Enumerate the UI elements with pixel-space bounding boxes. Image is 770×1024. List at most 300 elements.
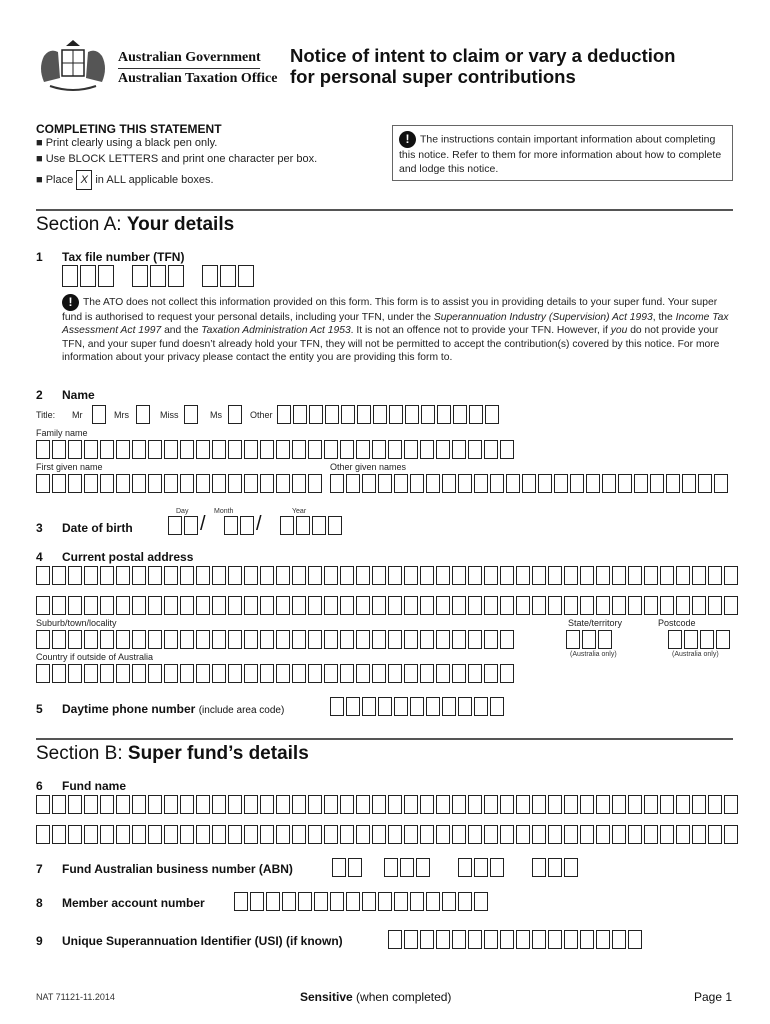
entry-box[interactable] [532,825,546,844]
entry-box[interactable] [330,697,344,716]
entry-box[interactable] [452,566,466,585]
entry-box[interactable] [276,440,290,459]
entry-box[interactable] [280,516,294,535]
entry-box[interactable] [164,440,178,459]
entry-box[interactable] [564,858,578,877]
entry-box[interactable] [628,825,642,844]
tfn-box[interactable] [98,265,114,287]
entry-box[interactable] [52,825,66,844]
entry-box[interactable] [378,892,392,911]
entry-box[interactable] [708,596,722,615]
entry-box[interactable] [394,892,408,911]
entry-box[interactable] [564,930,578,949]
entry-box[interactable] [484,930,498,949]
entry-box[interactable] [292,795,306,814]
tfn-box[interactable] [150,265,166,287]
entry-box[interactable] [84,630,98,649]
entry-box[interactable] [602,474,616,493]
entry-box[interactable] [68,630,82,649]
entry-box[interactable] [180,440,194,459]
entry-box[interactable] [84,566,98,585]
entry-box[interactable] [276,825,290,844]
entry-box[interactable] [660,566,674,585]
entry-box[interactable] [596,825,610,844]
entry-box[interactable] [276,664,290,683]
entry-box[interactable] [410,474,424,493]
entry-box[interactable] [612,566,626,585]
entry-box[interactable] [293,405,307,424]
entry-box[interactable] [132,825,146,844]
entry-box[interactable] [436,930,450,949]
entry-box[interactable] [437,405,451,424]
entry-box[interactable] [348,858,362,877]
entry-box[interactable] [132,440,146,459]
entry-box[interactable] [420,596,434,615]
entry-box[interactable] [388,566,402,585]
entry-box[interactable] [644,825,658,844]
entry-box[interactable] [180,825,194,844]
entry-box[interactable] [148,664,162,683]
entry-box[interactable] [324,566,338,585]
entry-box[interactable] [314,892,328,911]
entry-box[interactable] [356,440,370,459]
title-ms-checkbox[interactable] [228,405,242,424]
entry-box[interactable] [68,664,82,683]
entry-box[interactable] [340,440,354,459]
entry-box[interactable] [548,795,562,814]
entry-box[interactable] [388,664,402,683]
entry-box[interactable] [164,795,178,814]
entry-box[interactable] [308,566,322,585]
entry-box[interactable] [228,440,242,459]
entry-box[interactable] [484,795,498,814]
entry-box[interactable] [500,825,514,844]
entry-box[interactable] [356,825,370,844]
title-mr-checkbox[interactable] [92,405,106,424]
entry-box[interactable] [388,795,402,814]
entry-box[interactable] [580,596,594,615]
entry-box[interactable] [724,825,738,844]
entry-box[interactable] [100,664,114,683]
entry-box[interactable] [436,664,450,683]
entry-box[interactable] [420,795,434,814]
entry-box[interactable] [100,825,114,844]
entry-box[interactable] [372,440,386,459]
entry-box[interactable] [164,474,178,493]
entry-box[interactable] [532,596,546,615]
entry-box[interactable] [660,795,674,814]
entry-box[interactable] [538,474,552,493]
entry-box[interactable] [612,795,626,814]
entry-box[interactable] [644,566,658,585]
entry-box[interactable] [628,596,642,615]
entry-box[interactable] [426,474,440,493]
entry-box[interactable] [650,474,664,493]
entry-box[interactable] [324,596,338,615]
entry-box[interactable] [596,930,610,949]
entry-box[interactable] [564,795,578,814]
entry-box[interactable] [52,795,66,814]
entry-box[interactable] [500,440,514,459]
entry-box[interactable] [668,630,682,649]
entry-box[interactable] [458,892,472,911]
entry-box[interactable] [308,825,322,844]
entry-box[interactable] [442,892,456,911]
entry-box[interactable] [260,474,274,493]
entry-box[interactable] [228,664,242,683]
entry-box[interactable] [442,474,456,493]
entry-box[interactable] [516,596,530,615]
entry-box[interactable] [708,795,722,814]
entry-box[interactable] [332,858,346,877]
entry-box[interactable] [356,566,370,585]
entry-box[interactable] [68,440,82,459]
entry-box[interactable] [372,630,386,649]
entry-box[interactable] [485,405,499,424]
entry-box[interactable] [682,474,696,493]
entry-box[interactable] [148,795,162,814]
entry-box[interactable] [100,630,114,649]
entry-box[interactable] [566,630,580,649]
entry-box[interactable] [570,474,584,493]
entry-box[interactable] [666,474,680,493]
entry-box[interactable] [260,795,274,814]
entry-box[interactable] [628,930,642,949]
tfn-box[interactable] [220,265,236,287]
entry-box[interactable] [250,892,264,911]
entry-box[interactable] [596,596,610,615]
entry-box[interactable] [389,405,403,424]
entry-box[interactable] [676,596,690,615]
entry-box[interactable] [506,474,520,493]
entry-box[interactable] [468,630,482,649]
entry-box[interactable] [228,596,242,615]
entry-box[interactable] [400,858,414,877]
entry-box[interactable] [676,825,690,844]
entry-box[interactable] [373,405,387,424]
entry-box[interactable] [116,664,130,683]
entry-box[interactable] [148,474,162,493]
entry-box[interactable] [164,664,178,683]
entry-box[interactable] [458,858,472,877]
entry-box[interactable] [698,474,712,493]
tfn-box[interactable] [62,265,78,287]
entry-box[interactable] [436,630,450,649]
entry-box[interactable] [240,516,254,535]
entry-box[interactable] [84,825,98,844]
entry-box[interactable] [196,795,210,814]
entry-box[interactable] [548,566,562,585]
entry-box[interactable] [292,630,306,649]
entry-box[interactable] [308,630,322,649]
entry-box[interactable] [244,474,258,493]
entry-box[interactable] [68,474,82,493]
entry-box[interactable] [324,795,338,814]
entry-box[interactable] [228,474,242,493]
entry-box[interactable] [468,664,482,683]
tfn-box[interactable] [132,265,148,287]
entry-box[interactable] [340,566,354,585]
entry-box[interactable] [212,795,226,814]
entry-box[interactable] [116,566,130,585]
entry-box[interactable] [100,474,114,493]
entry-box[interactable] [308,440,322,459]
entry-box[interactable] [474,474,488,493]
entry-box[interactable] [484,566,498,585]
entry-box[interactable] [420,825,434,844]
entry-box[interactable] [452,795,466,814]
entry-box[interactable] [180,664,194,683]
entry-box[interactable] [404,566,418,585]
entry-box[interactable] [468,930,482,949]
entry-box[interactable] [500,930,514,949]
entry-box[interactable] [164,825,178,844]
entry-box[interactable] [436,825,450,844]
title-mrs-checkbox[interactable] [136,405,150,424]
entry-box[interactable] [484,596,498,615]
entry-box[interactable] [676,566,690,585]
entry-box[interactable] [404,630,418,649]
entry-box[interactable] [132,795,146,814]
entry-box[interactable] [346,892,360,911]
entry-box[interactable] [700,630,714,649]
entry-box[interactable] [388,596,402,615]
entry-box[interactable] [228,795,242,814]
entry-box[interactable] [168,516,182,535]
entry-box[interactable] [580,795,594,814]
entry-box[interactable] [330,474,344,493]
entry-box[interactable] [468,825,482,844]
entry-box[interactable] [148,440,162,459]
entry-box[interactable] [196,596,210,615]
entry-box[interactable] [164,566,178,585]
entry-box[interactable] [84,795,98,814]
entry-box[interactable] [362,892,376,911]
entry-box[interactable] [260,566,274,585]
entry-box[interactable] [340,795,354,814]
entry-box[interactable] [388,440,402,459]
entry-box[interactable] [474,892,488,911]
entry-box[interactable] [330,892,344,911]
entry-box[interactable] [341,405,355,424]
entry-box[interactable] [36,825,50,844]
entry-box[interactable] [404,596,418,615]
entry-box[interactable] [244,664,258,683]
entry-box[interactable] [356,664,370,683]
entry-box[interactable] [116,825,130,844]
entry-box[interactable] [660,596,674,615]
entry-box[interactable] [469,405,483,424]
entry-box[interactable] [660,825,674,844]
entry-box[interactable] [724,795,738,814]
entry-box[interactable] [644,596,658,615]
entry-box[interactable] [308,664,322,683]
entry-box[interactable] [484,440,498,459]
entry-box[interactable] [692,825,706,844]
entry-box[interactable] [132,566,146,585]
entry-box[interactable] [309,405,323,424]
entry-box[interactable] [436,596,450,615]
tfn-box[interactable] [202,265,218,287]
entry-box[interactable] [52,566,66,585]
entry-box[interactable] [132,664,146,683]
entry-box[interactable] [580,825,594,844]
entry-box[interactable] [458,474,472,493]
entry-box[interactable] [228,630,242,649]
entry-box[interactable] [458,697,472,716]
entry-box[interactable] [708,566,722,585]
entry-box[interactable] [452,630,466,649]
entry-box[interactable] [564,566,578,585]
entry-box[interactable] [532,566,546,585]
entry-box[interactable] [564,596,578,615]
entry-box[interactable] [548,596,562,615]
entry-box[interactable] [116,630,130,649]
entry-box[interactable] [484,630,498,649]
entry-box[interactable] [308,474,322,493]
entry-box[interactable] [394,474,408,493]
entry-box[interactable] [116,596,130,615]
entry-box[interactable] [426,697,440,716]
entry-box[interactable] [148,825,162,844]
entry-box[interactable] [312,516,326,535]
entry-box[interactable] [612,930,626,949]
entry-box[interactable] [516,795,530,814]
entry-box[interactable] [564,825,578,844]
entry-box[interactable] [84,664,98,683]
entry-box[interactable] [410,892,424,911]
entry-box[interactable] [324,440,338,459]
entry-box[interactable] [36,664,50,683]
entry-box[interactable] [714,474,728,493]
entry-box[interactable] [420,930,434,949]
entry-box[interactable] [260,630,274,649]
entry-box[interactable] [634,474,648,493]
entry-box[interactable] [340,664,354,683]
entry-box[interactable] [276,795,290,814]
entry-box[interactable] [234,892,248,911]
entry-box[interactable] [308,596,322,615]
entry-box[interactable] [292,474,306,493]
entry-box[interactable] [580,566,594,585]
entry-box[interactable] [52,630,66,649]
entry-box[interactable] [325,405,339,424]
entry-box[interactable] [598,630,612,649]
entry-box[interactable] [404,440,418,459]
entry-box[interactable] [132,596,146,615]
entry-box[interactable] [468,566,482,585]
entry-box[interactable] [196,474,210,493]
entry-box[interactable] [474,858,488,877]
entry-box[interactable] [324,664,338,683]
entry-box[interactable] [388,930,402,949]
entry-box[interactable] [196,566,210,585]
entry-box[interactable] [522,474,536,493]
tfn-box[interactable] [80,265,96,287]
entry-box[interactable] [292,664,306,683]
entry-box[interactable] [716,630,730,649]
entry-box[interactable] [586,474,600,493]
entry-box[interactable] [244,630,258,649]
entry-box[interactable] [196,630,210,649]
entry-box[interactable] [356,596,370,615]
entry-box[interactable] [196,825,210,844]
entry-box[interactable] [362,474,376,493]
entry-box[interactable] [490,474,504,493]
entry-box[interactable] [500,664,514,683]
entry-box[interactable] [36,440,50,459]
entry-box[interactable] [404,825,418,844]
entry-box[interactable] [298,892,312,911]
entry-box[interactable] [266,892,280,911]
entry-box[interactable] [453,405,467,424]
entry-box[interactable] [212,664,226,683]
entry-box[interactable] [372,825,386,844]
tfn-box[interactable] [168,265,184,287]
entry-box[interactable] [100,566,114,585]
entry-box[interactable] [596,795,610,814]
entry-box[interactable] [618,474,632,493]
entry-box[interactable] [100,440,114,459]
entry-box[interactable] [436,795,450,814]
entry-box[interactable] [692,596,706,615]
entry-box[interactable] [116,474,130,493]
entry-box[interactable] [378,474,392,493]
entry-box[interactable] [420,566,434,585]
entry-box[interactable] [426,892,440,911]
entry-box[interactable] [582,630,596,649]
entry-box[interactable] [724,596,738,615]
entry-box[interactable] [180,630,194,649]
entry-box[interactable] [276,630,290,649]
entry-box[interactable] [554,474,568,493]
entry-box[interactable] [36,474,50,493]
entry-box[interactable] [224,516,238,535]
entry-box[interactable] [324,825,338,844]
entry-box[interactable] [490,858,504,877]
entry-box[interactable] [244,440,258,459]
entry-box[interactable] [260,440,274,459]
entry-box[interactable] [628,795,642,814]
entry-box[interactable] [292,596,306,615]
entry-box[interactable] [276,474,290,493]
entry-box[interactable] [36,795,50,814]
entry-box[interactable] [468,440,482,459]
entry-box[interactable] [212,440,226,459]
entry-box[interactable] [484,664,498,683]
entry-box[interactable] [148,566,162,585]
entry-box[interactable] [516,930,530,949]
entry-box[interactable] [500,795,514,814]
entry-box[interactable] [292,566,306,585]
entry-box[interactable] [148,596,162,615]
entry-box[interactable] [277,405,291,424]
entry-box[interactable] [260,825,274,844]
entry-box[interactable] [416,858,430,877]
entry-box[interactable] [356,630,370,649]
entry-box[interactable] [196,664,210,683]
entry-box[interactable] [68,566,82,585]
entry-box[interactable] [132,474,146,493]
entry-box[interactable] [532,795,546,814]
entry-box[interactable] [452,440,466,459]
entry-box[interactable] [442,697,456,716]
entry-box[interactable] [500,630,514,649]
entry-box[interactable] [180,474,194,493]
entry-box[interactable] [372,596,386,615]
entry-box[interactable] [244,825,258,844]
entry-box[interactable] [244,795,258,814]
